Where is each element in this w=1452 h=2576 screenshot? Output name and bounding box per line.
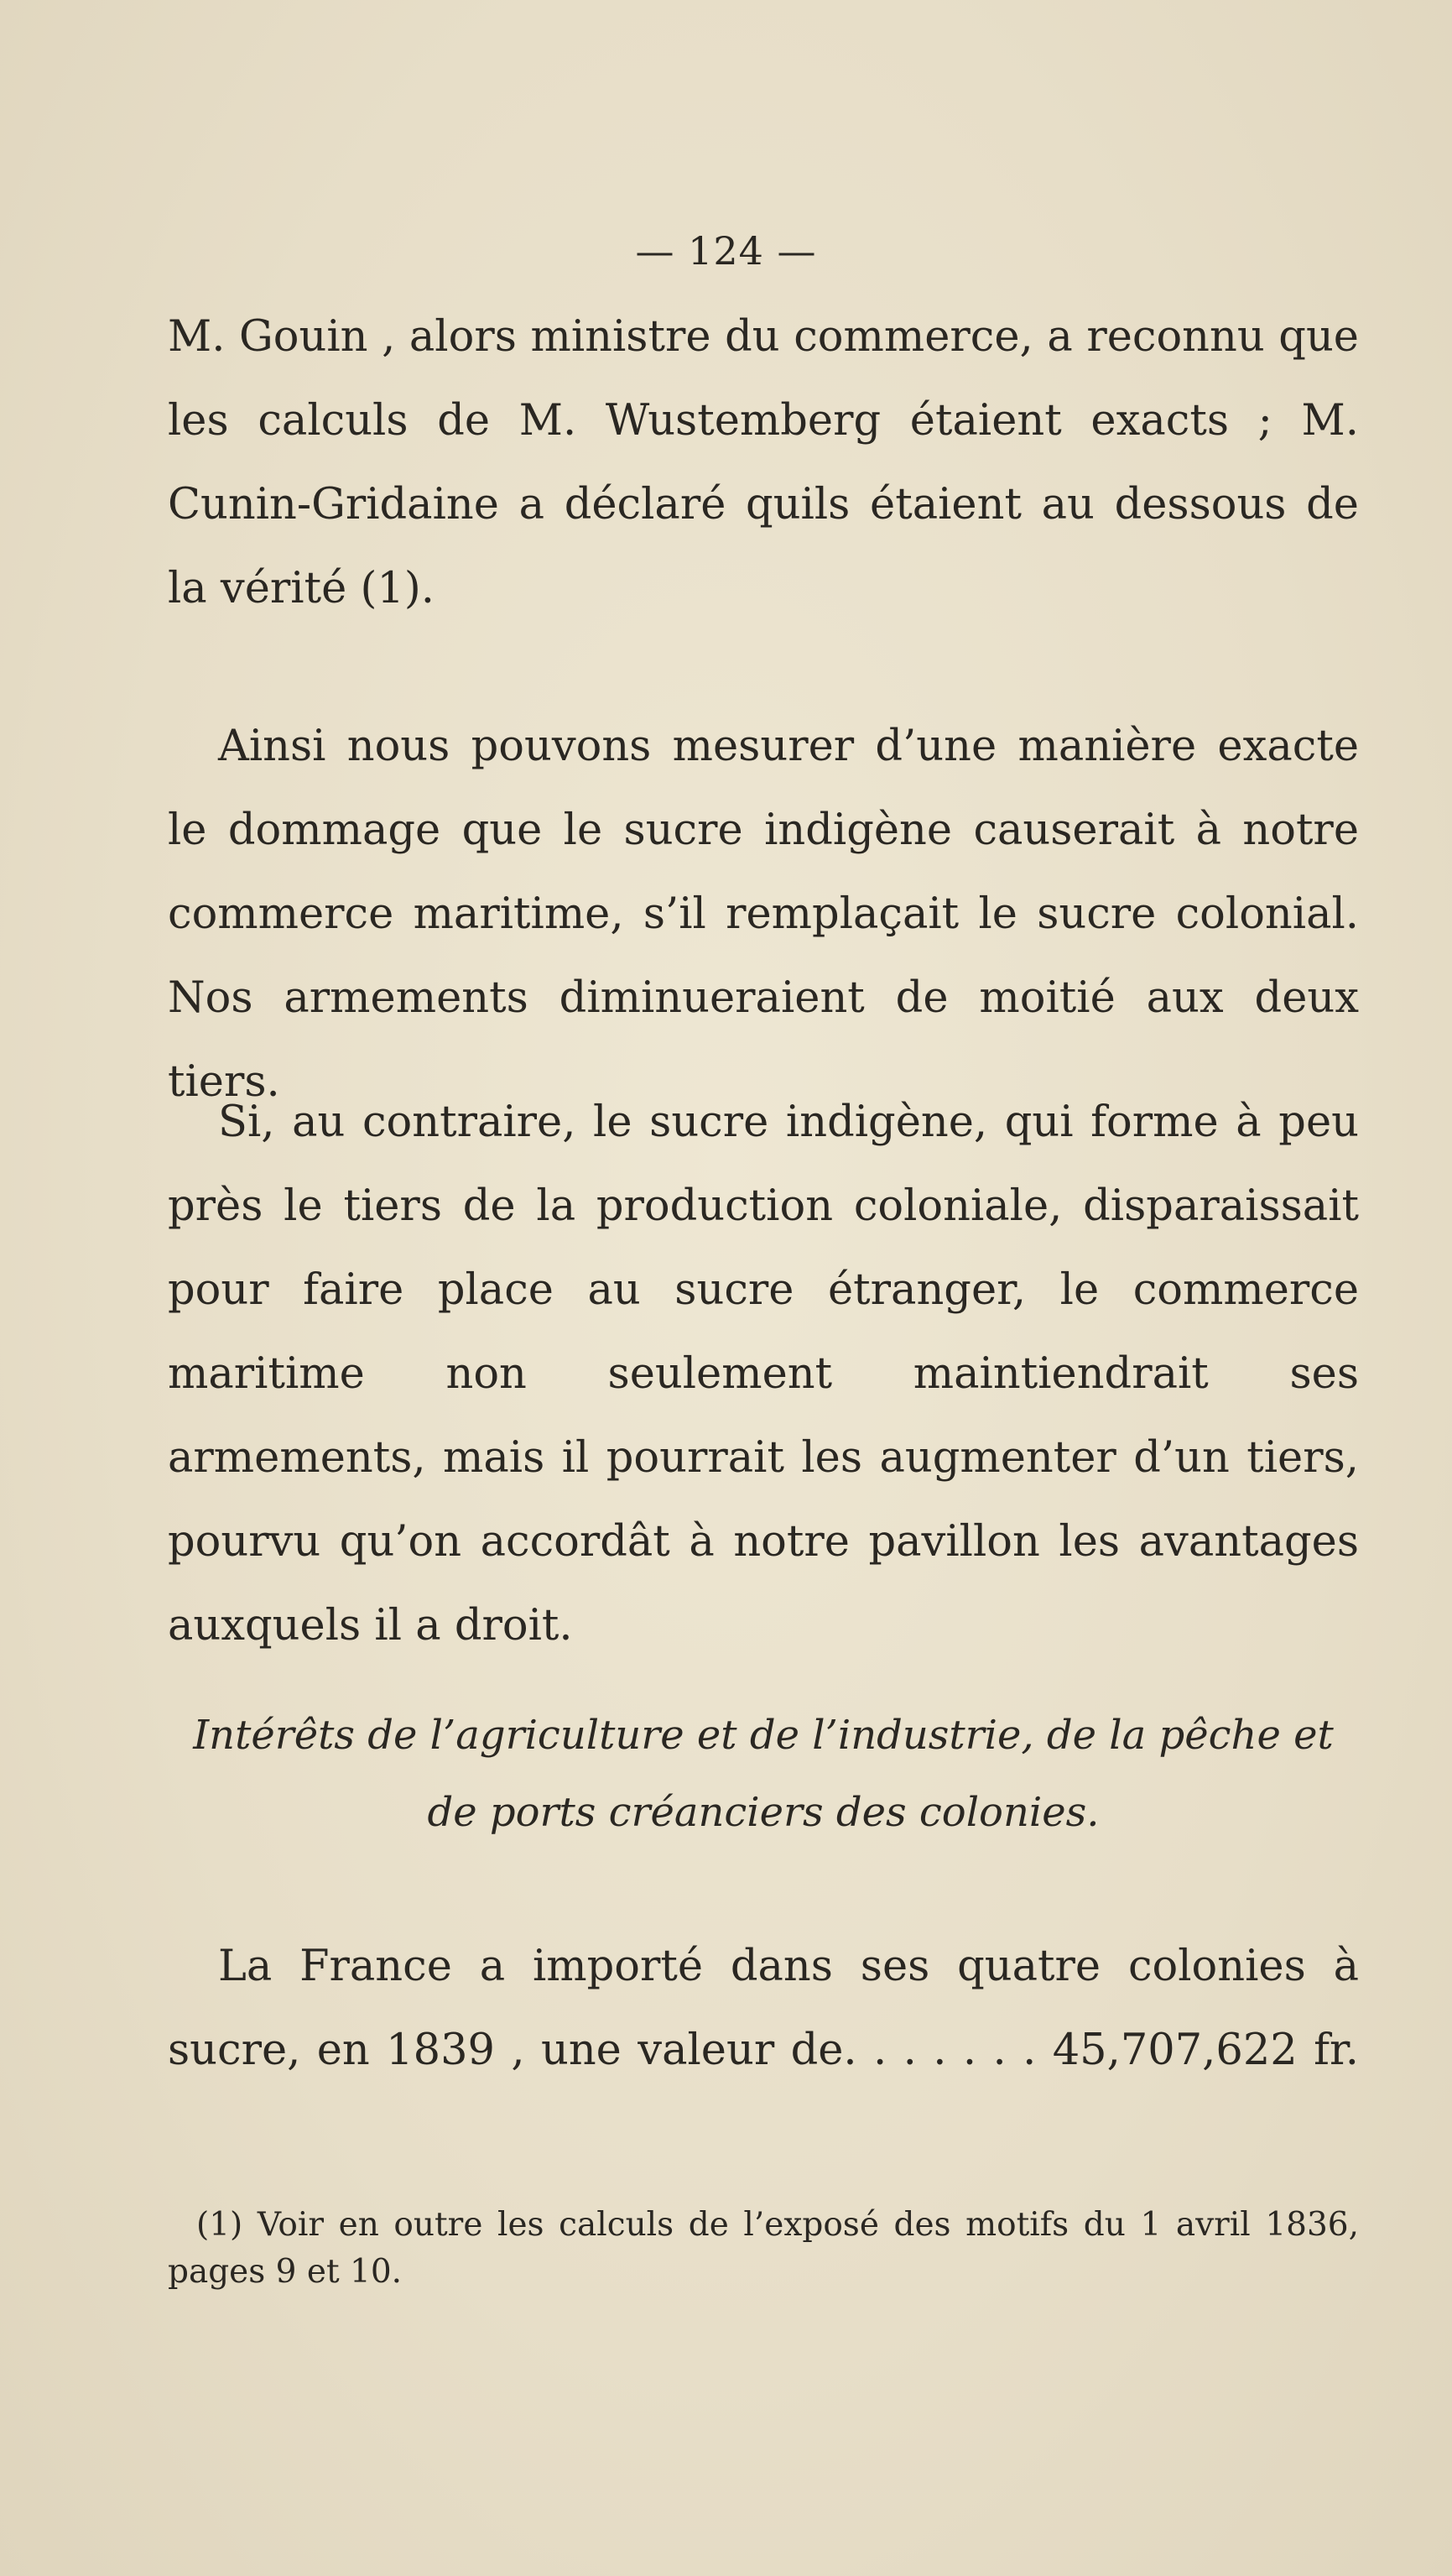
paragraph-ministers: M. Gouin , alors ministre du commerce, a reconnu que les calculs de M. Wustemberg étaient exacts ; M. Cunin-Gridaine a déclaré quils étaient au dessous de la vérité (1).	[168, 312, 1359, 613]
section-heading: Intérêts de l’agriculture et de l’industrie, de la pêche et de ports créanciers des colonies.	[193, 1712, 1334, 1836]
paragraph-damage: Ainsi nous pouvons mesurer d’une manière exacte le dommage que le sucre indigène causerait à notre commerce maritime, s’il remplaçait le sucre colonial. Nos armements diminueraient de moitié aux deux tiers.	[168, 722, 1359, 1107]
footnote: (1) Voir en outre les calculs de l’exposé des motifs du 1 avril 1836, pages 9 et 10.	[168, 2206, 1359, 2291]
paragraph-foreign-sugar: Si, au contraire, le sucre indigène, qui forme à peu près le tiers de la production coloniale, disparaissait pour faire place au sucre étranger, le commerce maritime non seulement maintiendrait ses armements, mais il pourrait les augmenter d’un tiers, pourvu qu’on accordât à notre pavillon les avantages auxquels il a droit.	[168, 1098, 1359, 1650]
page-number: — 124 —	[635, 228, 817, 274]
paragraph-imports: La France a importé dans ses quatre colonies à sucre, en 1839 , une valeur de. . . . . . . 45,707,622 fr.	[168, 1942, 1359, 2075]
